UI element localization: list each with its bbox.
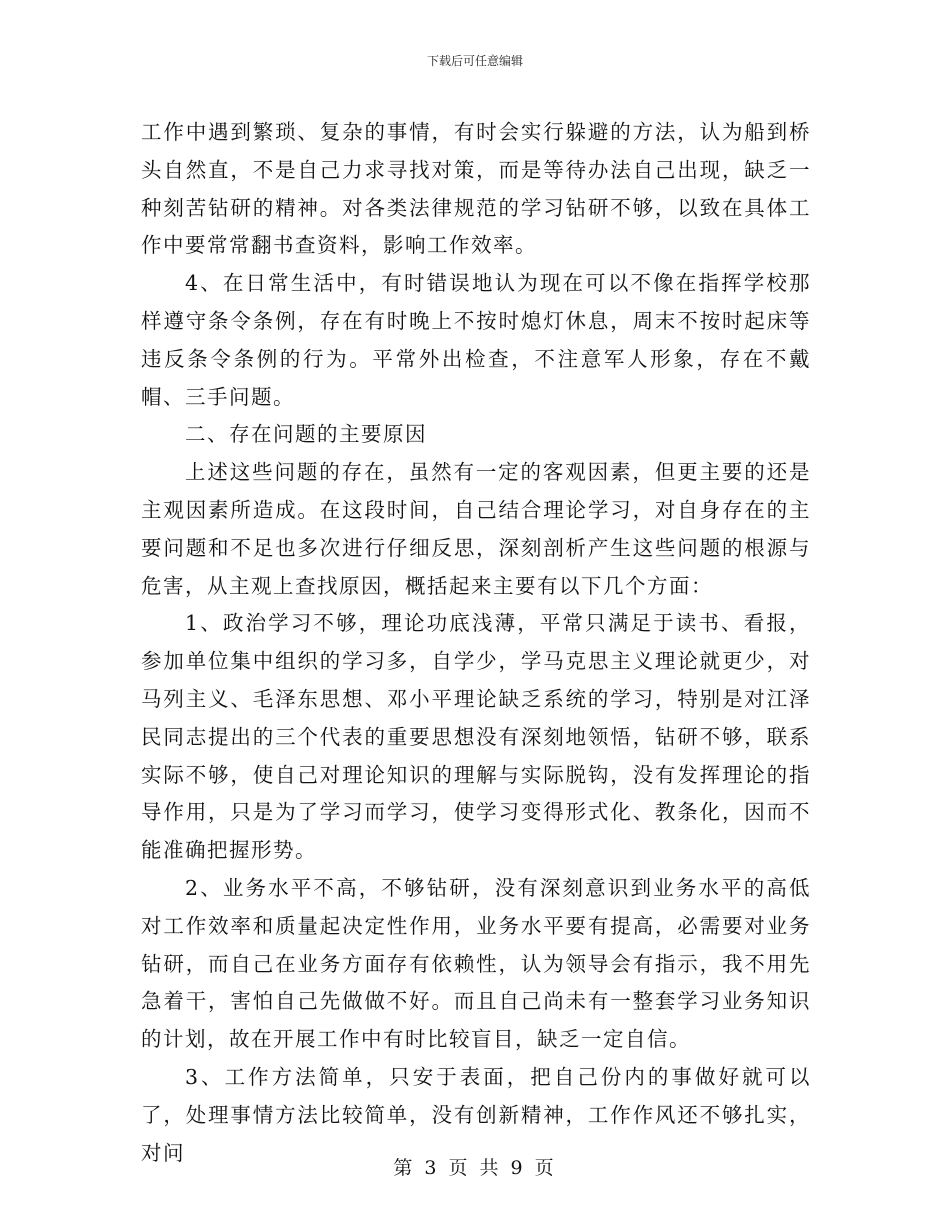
- document-body: [141, 114, 811, 1172]
- page-number: 第 3 页 共 9 页: [393, 1157, 557, 1179]
- paragraph-reason-1: 1、政治学习不够，理论功底浅薄，平常只满足于读书、看报，参加单位集中组织的学习多，自学少，学马克思主义理论就更少，对马列主义、毛泽东思想、邓小平理论缺乏系统的学习，特别是对江泽民同志提出的三个代表的重要思想没有深刻地领悟，钻研不够，联系实际不够，使自己对理论知识的理解与实际脱钩，没有发挥理论的指导作用，只是为了学习而学习，使学习变得形式化、教条化，因而不能准确把握形势。: [141, 611, 811, 863]
- paragraph-intro: 上述这些问题的存在，虽然有一定的客观因素，但更主要的还是主观因素所造成。在这段时间，自己结合理论学习，对自身存在的主要问题和不足也多次进行仔细反思，深刻剖析产生这些问题的根源与危害，从主观上查找原因，概括起来主要有以下几个方面：: [141, 460, 811, 598]
- paragraph-reason-2: 2、业务水平不高，不够钻研，没有深刻意识到业务水平的高低对工作效率和质量起决定性作用，业务水平要有提高，必需要对业务钻研，而自己在业务方面存有依赖性，认为领导会有指示，我不用先急着干，害怕自己先做做不好。而且自己尚未有一整套学习业务知识的计划，故在开展工作中有时比较盲目，缺乏一定自信。: [141, 875, 811, 1052]
- paragraph-continuation: 工作中遇到繁琐、复杂的事情，有时会实行躲避的方法，认为船到桥头自然直，不是自己力求寻找对策，而是等待办法自己出现，缺乏一种刻苦钻研的精神。对各类法律规范的学习钻研不够，以致在具体工作中要常常翻书查资料，影响工作效率。: [141, 120, 811, 258]
- paragraph-item-4: 4、在日常生活中，有时错误地认为现在可以不像在指挥学校那样遵守条令条例，存在有时晚上不按时熄灯休息，周末不按时起床等违反条令条例的行为。平常外出检查，不注意军人形象，存在不戴帽、三手问题。: [141, 271, 811, 409]
- paragraph-reason-3: 3、工作方法简单，只安于表面，把自己份内的事做好就可以了，处理事情方法比较简单，没有创新精神，工作作风还不够扎实，对问: [141, 1064, 811, 1165]
- section-heading: 二、存在问题的主要原因: [185, 422, 427, 447]
- page-header: 下载后可任意编辑: [426, 54, 523, 68]
